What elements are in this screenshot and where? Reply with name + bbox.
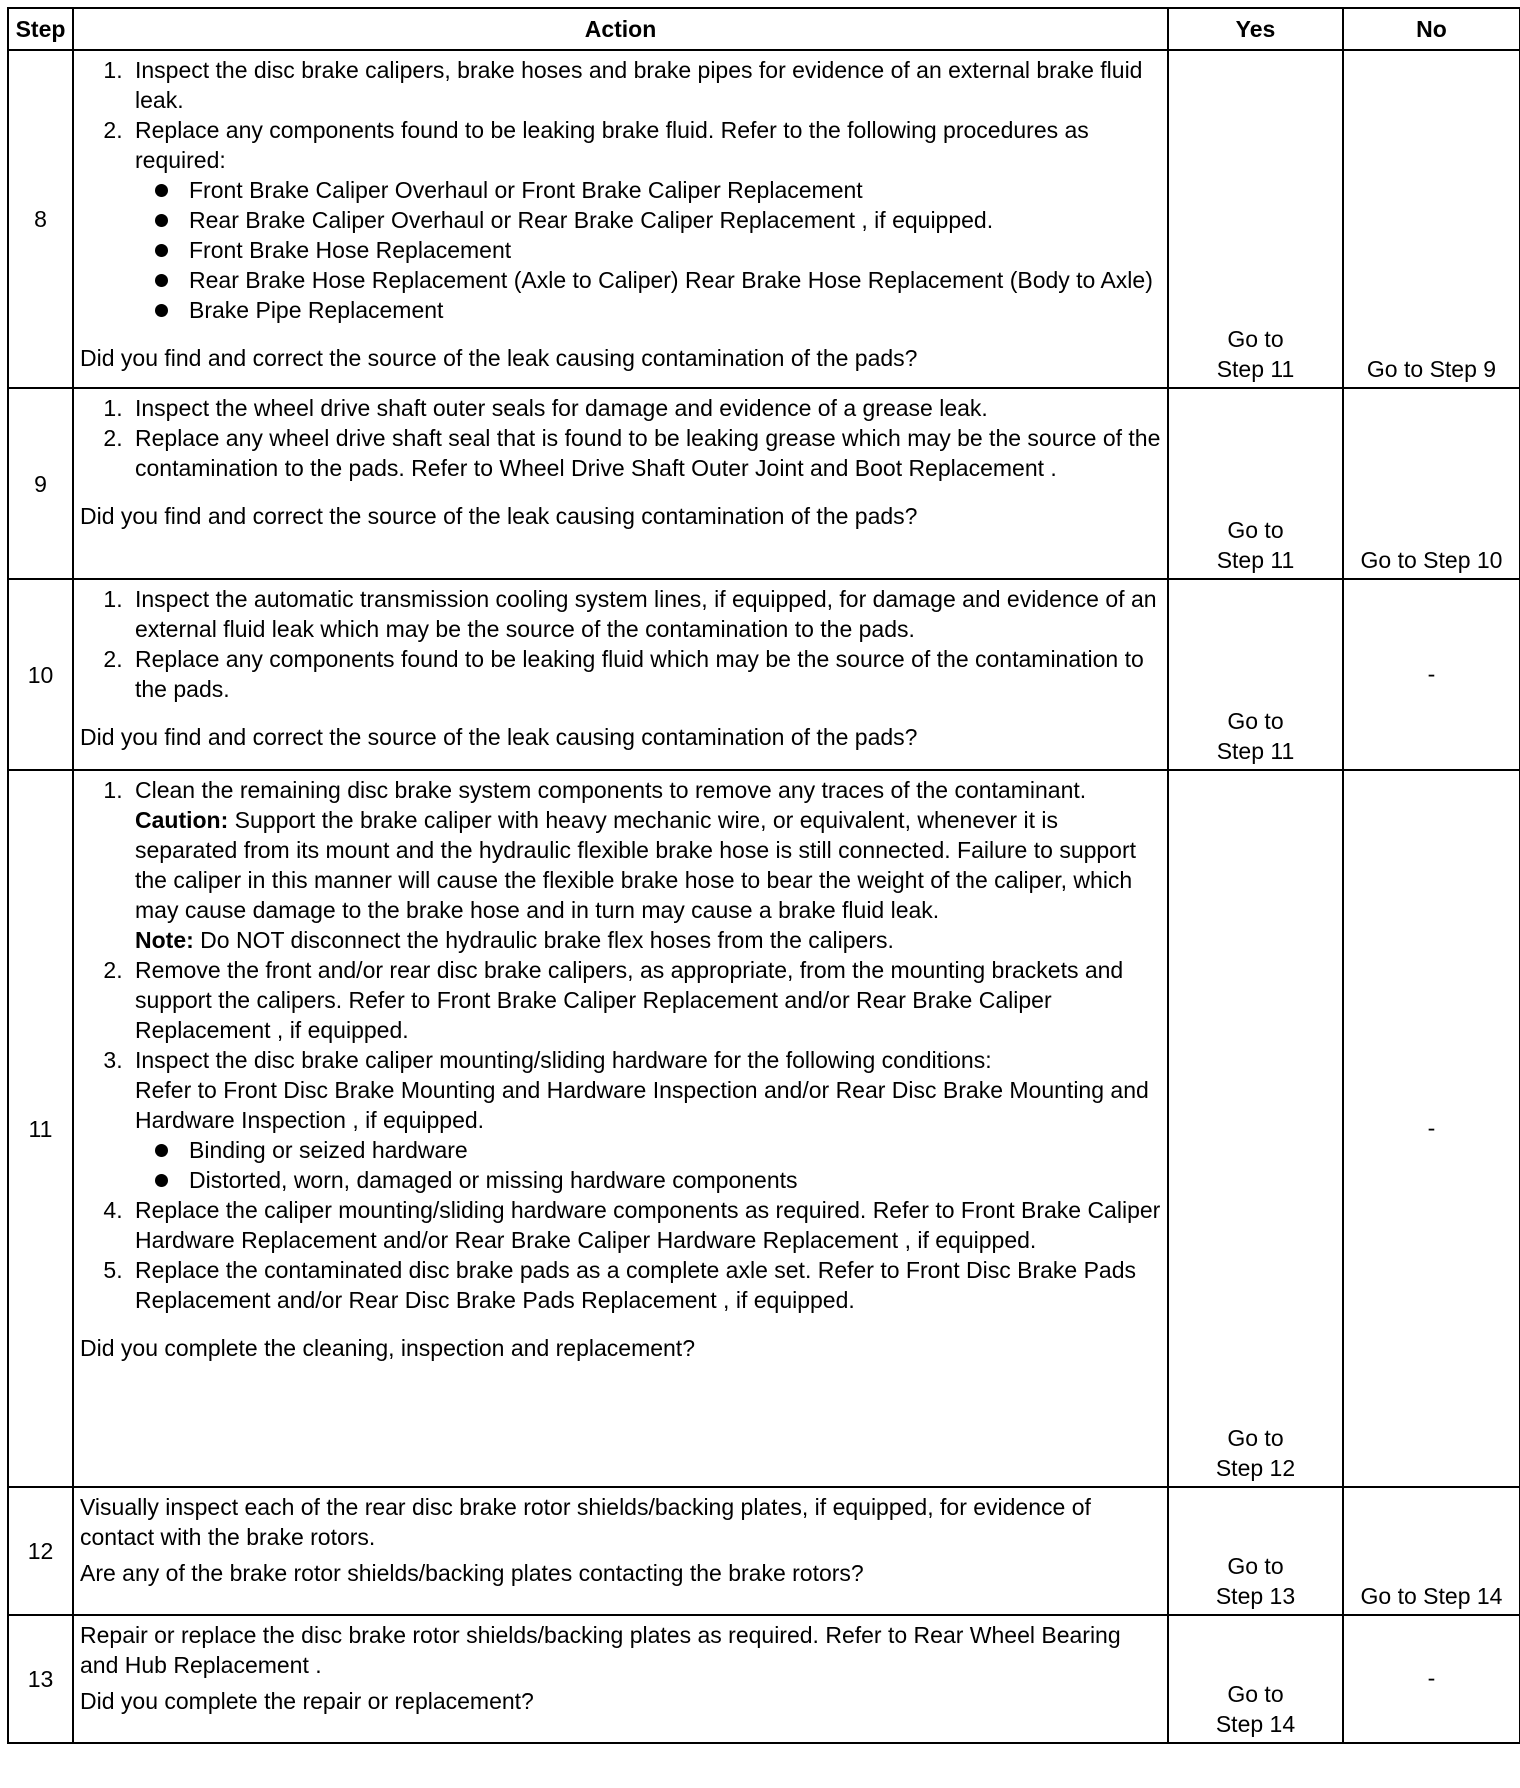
- question-text: Did you find and correct the source of the leak causing contamination of the pads?: [80, 724, 918, 750]
- yes-go-to: Go to: [1227, 326, 1284, 352]
- yes-step: Step 13: [1215, 1583, 1296, 1609]
- action-step: 1. Inspect the automatic transmission cooling system lines, if equipped, for damage and evidence of an external fluid leak which may be the source of the contamination to the pads.: [129, 584, 1161, 644]
- step-number: 8: [8, 50, 73, 388]
- caution-label: Caution:: [135, 807, 229, 833]
- yes-step: Step 12: [1215, 1455, 1296, 1481]
- diagnostic-table: [7, 7, 1520, 1744]
- yes-cell: [1168, 770, 1343, 1487]
- question-text: Are any of the brake rotor shields/backing plates contacting the brake rotors?: [80, 1560, 864, 1586]
- action-cell: [73, 1487, 1168, 1615]
- yes-step: Step 14: [1215, 1711, 1296, 1737]
- bullet-list: [135, 1135, 1161, 1195]
- action-cell: [73, 1615, 1168, 1743]
- step-number: 9: [8, 388, 73, 579]
- diagnostic-document: [7, 7, 1519, 1744]
- action-steps: [80, 55, 1161, 325]
- action-step: 1. Inspect the wheel drive shaft outer seals for damage and evidence of a grease leak.: [129, 393, 1161, 423]
- table-row: [8, 50, 1520, 388]
- no-cell: -: [1343, 579, 1520, 770]
- table-row: [8, 1487, 1520, 1615]
- bullet-item: Binding or seized hardware: [189, 1135, 1161, 1165]
- table-row: [8, 1615, 1520, 1743]
- action-text: Visually inspect each of the rear disc brake rotor shields/backing plates, if equipped, for evidence of contact with the brake rotors.: [80, 1494, 1091, 1550]
- yes-step: Step 11: [1216, 356, 1295, 382]
- action-steps: [80, 393, 1161, 483]
- action-step: 4. Replace the caliper mounting/sliding hardware components as required. Refer to Front Brake Caliper Hardware Replacement and/or Rear Brake Caliper Hardware Replacement , if equipped.: [129, 1195, 1161, 1255]
- action-step: [129, 1045, 1161, 1195]
- action-step-text: 3. Inspect the disc brake caliper mounting/sliding hardware for the following conditions:: [135, 1047, 992, 1073]
- action-cell: [73, 50, 1168, 388]
- note-text: Do NOT disconnect the hydraulic brake flex hoses from the calipers.: [193, 927, 894, 953]
- yes-go-to: Go to: [1227, 708, 1284, 734]
- step-number: 13: [8, 1615, 73, 1743]
- action-step: 2. Replace any components found to be leaking fluid which may be the source of the contamination to the pads.: [129, 644, 1161, 704]
- caution-text: Support the brake caliper with heavy mechanic wire, or equivalent, whenever it is separated from its mount and the hydraulic flexible brake hose is still connected. Failure to support the caliper in this manner will cause the flexible brake hose to bear the weight of the caliper, which may cause damage to the brake hose and in turn may cause a brake fluid leak.: [135, 807, 1137, 923]
- yes-go-to: Go to: [1227, 1553, 1284, 1579]
- header-step: Step: [8, 8, 73, 50]
- action-steps: [80, 775, 1161, 1315]
- caution-note: [135, 805, 1161, 925]
- table-header-row: [8, 8, 1520, 50]
- question-text: Did you complete the cleaning, inspection and replacement?: [80, 1335, 695, 1361]
- no-cell: -: [1343, 770, 1520, 1487]
- table-row: [8, 388, 1520, 579]
- header-yes: Yes: [1168, 8, 1343, 50]
- action-cell: [73, 579, 1168, 770]
- step-number: 11: [8, 770, 73, 1487]
- bullet-item: Rear Brake Hose Replacement (Axle to Caliper) Rear Brake Hose Replacement (Body to Axle): [189, 265, 1161, 295]
- yes-cell: [1168, 1615, 1343, 1743]
- question-text: Did you find and correct the source of the leak causing contamination of the pads?: [80, 345, 918, 371]
- header-no: No: [1343, 8, 1520, 50]
- action-step-reference: Refer to Front Disc Brake Mounting and Hardware Inspection and/or Rear Disc Brake Mounting and Hardware Inspection , if equipped.: [135, 1077, 1149, 1133]
- bullet-item: Front Brake Hose Replacement: [189, 235, 1161, 265]
- action-cell: [73, 388, 1168, 579]
- note-label: Note:: [135, 927, 194, 953]
- header-action: Action: [73, 8, 1168, 50]
- action-cell: [73, 770, 1168, 1487]
- no-cell: Go to Step 9: [1343, 50, 1520, 388]
- yes-cell: [1168, 1487, 1343, 1615]
- bullet-item: Front Brake Caliper Overhaul or Front Brake Caliper Replacement: [189, 175, 1161, 205]
- bullet-item: Distorted, worn, damaged or missing hardware components: [189, 1165, 1161, 1195]
- no-cell: Go to Step 10: [1343, 388, 1520, 579]
- note: [135, 925, 1161, 955]
- step-number: 12: [8, 1487, 73, 1615]
- action-step: 5. Replace the contaminated disc brake pads as a complete axle set. Refer to Front Disc Brake Pads Replacement and/or Rear Disc Brake Pads Replacement , if equipped.: [129, 1255, 1161, 1315]
- table-row: [8, 579, 1520, 770]
- yes-step: Step 11: [1216, 547, 1295, 573]
- yes-go-to: Go to: [1227, 1425, 1284, 1451]
- no-cell: -: [1343, 1615, 1520, 1743]
- yes-step: Step 11: [1216, 738, 1295, 764]
- yes-go-to: Go to: [1227, 517, 1284, 543]
- action-step-text: 1. Clean the remaining disc brake system components to remove any traces of the contaminant.: [135, 777, 1087, 803]
- bullet-list: [135, 175, 1161, 325]
- action-step-text: Replace any components found to be leaking brake fluid. Refer to the following procedures as required:: [135, 117, 1089, 173]
- action-step: 1. Inspect the disc brake calipers, brake hoses and brake pipes for evidence of an external brake fluid leak.: [129, 55, 1161, 115]
- question-text: Did you complete the repair or replacement?: [80, 1688, 534, 1714]
- action-text: Repair or replace the disc brake rotor shields/backing plates as required. Refer to Rear Wheel Bearing and Hub Replacement .: [80, 1622, 1121, 1678]
- action-steps: [80, 584, 1161, 704]
- yes-cell: [1168, 579, 1343, 770]
- action-step: [129, 115, 1161, 325]
- table-row: [8, 770, 1520, 1487]
- yes-go-to: Go to: [1227, 1681, 1284, 1707]
- step-number: 10: [8, 579, 73, 770]
- action-step: 2. Remove the front and/or rear disc brake calipers, as appropriate, from the mounting brackets and support the calipers. Refer to Front Brake Caliper Replacement and/or Rear Brake Caliper Replacement , if equipped.: [129, 955, 1161, 1045]
- yes-cell: [1168, 388, 1343, 579]
- action-step: [129, 775, 1161, 955]
- bullet-item: Rear Brake Caliper Overhaul or Rear Brake Caliper Replacement , if equipped.: [189, 205, 1161, 235]
- action-step: 2. Replace any wheel drive shaft seal that is found to be leaking grease which may be the source of the contamination to the pads. Refer to Wheel Drive Shaft Outer Joint and Boot Replacement .: [129, 423, 1161, 483]
- bullet-item: Brake Pipe Replacement: [189, 295, 1161, 325]
- question-text: Did you find and correct the source of the leak causing contamination of the pads?: [80, 503, 918, 529]
- no-cell: Go to Step 14: [1343, 1487, 1520, 1615]
- yes-cell: [1168, 50, 1343, 388]
